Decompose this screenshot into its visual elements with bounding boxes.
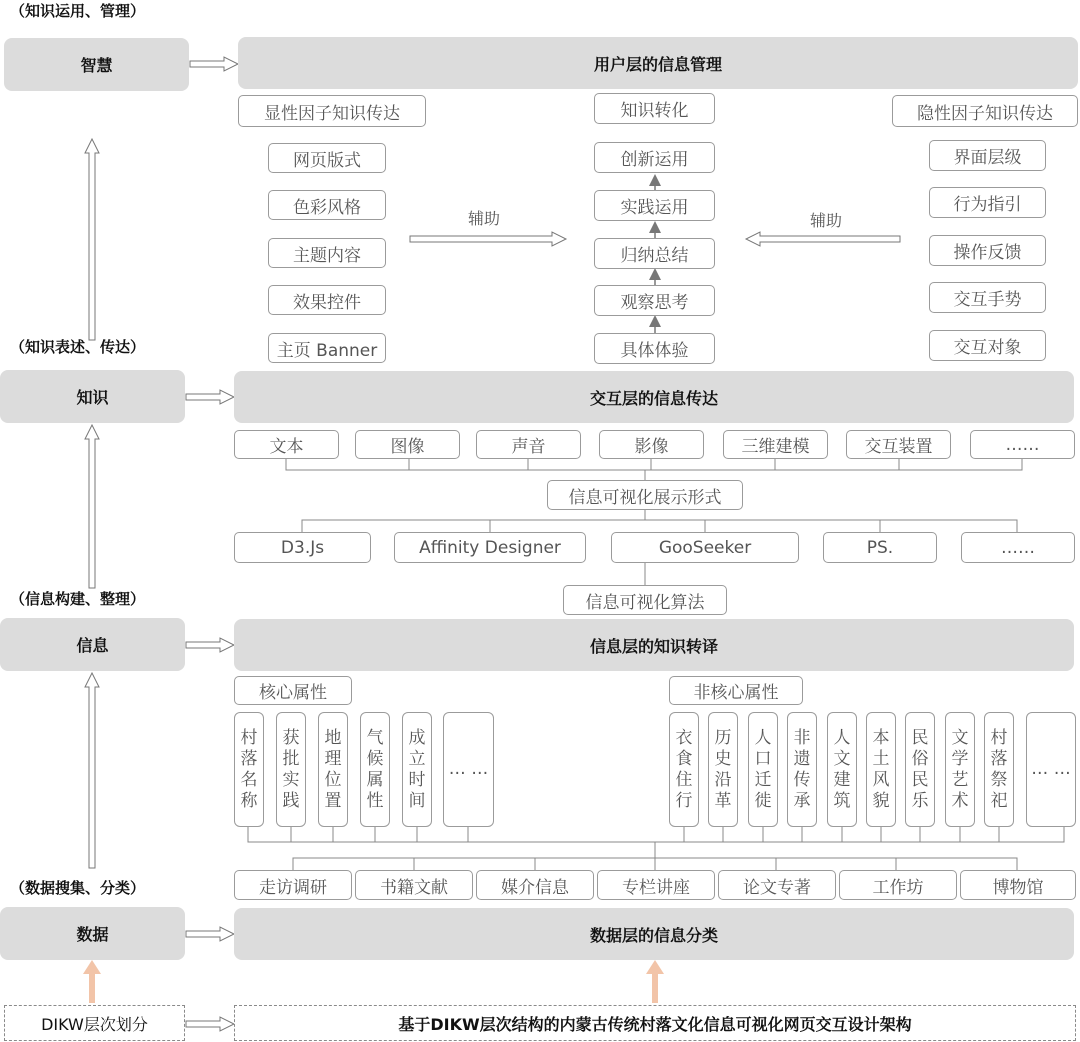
bar-data-layer: 数据层的信息分类 [234, 908, 1074, 960]
bar-info-layer: 信息层的知识转译 [234, 619, 1074, 671]
media-item: 三维建模 [723, 430, 828, 459]
level-wisdom: 智慧 [4, 38, 189, 91]
noncore-attributes-label: 非核心属性 [669, 676, 803, 705]
noncore-attribute-item: 本土风貌 [866, 712, 896, 827]
media-item: 影像 [599, 430, 704, 459]
core-attribute-item: 地理位置 [318, 712, 348, 827]
noncore-attribute-more: … … [1026, 712, 1076, 827]
bar-interaction-layer: 交互层的信息传达 [234, 371, 1074, 423]
level-data: 数据 [0, 907, 185, 960]
core-attribute-item: 气候属性 [360, 712, 390, 827]
noncore-attribute-item: 衣食住行 [669, 712, 699, 827]
visualization-form-label: 信息可视化展示形式 [547, 480, 743, 510]
media-item: 图像 [355, 430, 460, 459]
tacit-item: 交互对象 [929, 330, 1046, 361]
section-wisdom-label: （知识运用、管理） [10, 2, 146, 20]
tacit-item: 行为指引 [929, 187, 1046, 218]
tacit-item: 交互手势 [929, 282, 1046, 313]
assist-right-label: 辅助 [810, 211, 843, 230]
noncore-attribute-item: 非遗传承 [787, 712, 817, 827]
section-knowledge-label: （知识表述、传达） [10, 338, 146, 356]
core-attribute-item: 成立时间 [402, 712, 432, 827]
explicit-item: 主页 Banner [268, 333, 386, 363]
noncore-attribute-item: 人口迁徙 [748, 712, 778, 827]
level-knowledge: 知识 [0, 370, 185, 423]
bar-framework-title: 基于DIKW层次结构的内蒙古传统村落文化信息可视化网页交互设计架构 [234, 1005, 1076, 1041]
noncore-attribute-item: 民俗民乐 [905, 712, 935, 827]
explicit-item: 主题内容 [268, 238, 386, 268]
section-data-label: （数据搜集、分类） [10, 879, 146, 897]
tacit-item: 界面层级 [929, 140, 1046, 171]
tool-item: Affinity Designer [394, 532, 586, 563]
explicit-item: 色彩风格 [268, 190, 386, 220]
media-item: 文本 [234, 430, 339, 459]
core-attributes-label: 核心属性 [234, 676, 352, 705]
explicit-item: 网页版式 [268, 143, 386, 173]
noncore-attribute-item: 人文建筑 [827, 712, 857, 827]
core-attribute-item: 获批实践 [276, 712, 306, 827]
tool-item: PS. [823, 532, 937, 563]
center-chain-item: 归纳总结 [594, 238, 715, 269]
core-attribute-more: … … [443, 712, 494, 827]
data-source-item: 书籍文献 [355, 870, 473, 900]
tool-item: …… [961, 532, 1075, 563]
noncore-attribute-item: 历史沿革 [708, 712, 738, 827]
data-source-item: 论文专著 [718, 870, 836, 900]
data-source-item: 专栏讲座 [597, 870, 715, 900]
center-chain-item: 具体体验 [594, 333, 715, 364]
center-chain-item: 创新运用 [594, 142, 715, 173]
core-attribute-item: 村落名称 [234, 712, 264, 827]
media-item: 交互装置 [846, 430, 951, 459]
tool-item: D3.Js [234, 532, 371, 563]
media-item: 声音 [476, 430, 581, 459]
noncore-attribute-item: 文学艺术 [945, 712, 975, 827]
data-source-item: 走访调研 [234, 870, 352, 900]
visualization-algorithm-label: 信息可视化算法 [563, 585, 727, 615]
accent-arrows [83, 960, 664, 1003]
tool-item: GooSeeker [611, 532, 799, 563]
tacit-factor-title: 隐性因子知识传达 [892, 95, 1078, 127]
tacit-item: 操作反馈 [929, 235, 1046, 266]
explicit-factor-title: 显性因子知识传达 [238, 95, 426, 127]
center-chain-item: 观察思考 [594, 285, 715, 316]
center-chain-item: 实践运用 [594, 190, 715, 221]
data-source-item: 工作坊 [839, 870, 957, 900]
level-dikw: DIKW层次划分 [4, 1005, 185, 1041]
center-chain-item: 知识转化 [594, 93, 715, 124]
bar-user-layer: 用户层的信息管理 [238, 37, 1078, 89]
section-information-label: （信息构建、整理） [10, 590, 146, 608]
assist-left-label: 辅助 [468, 209, 501, 228]
media-item: …… [970, 430, 1075, 459]
vertical-up-arrows [85, 139, 99, 868]
level-bar-arrows [186, 57, 238, 1031]
level-information: 信息 [0, 618, 185, 671]
noncore-attribute-item: 村落祭祀 [984, 712, 1014, 827]
explicit-item: 效果控件 [268, 285, 386, 315]
data-source-item: 媒介信息 [476, 870, 594, 900]
data-source-item: 博物馆 [960, 870, 1076, 900]
